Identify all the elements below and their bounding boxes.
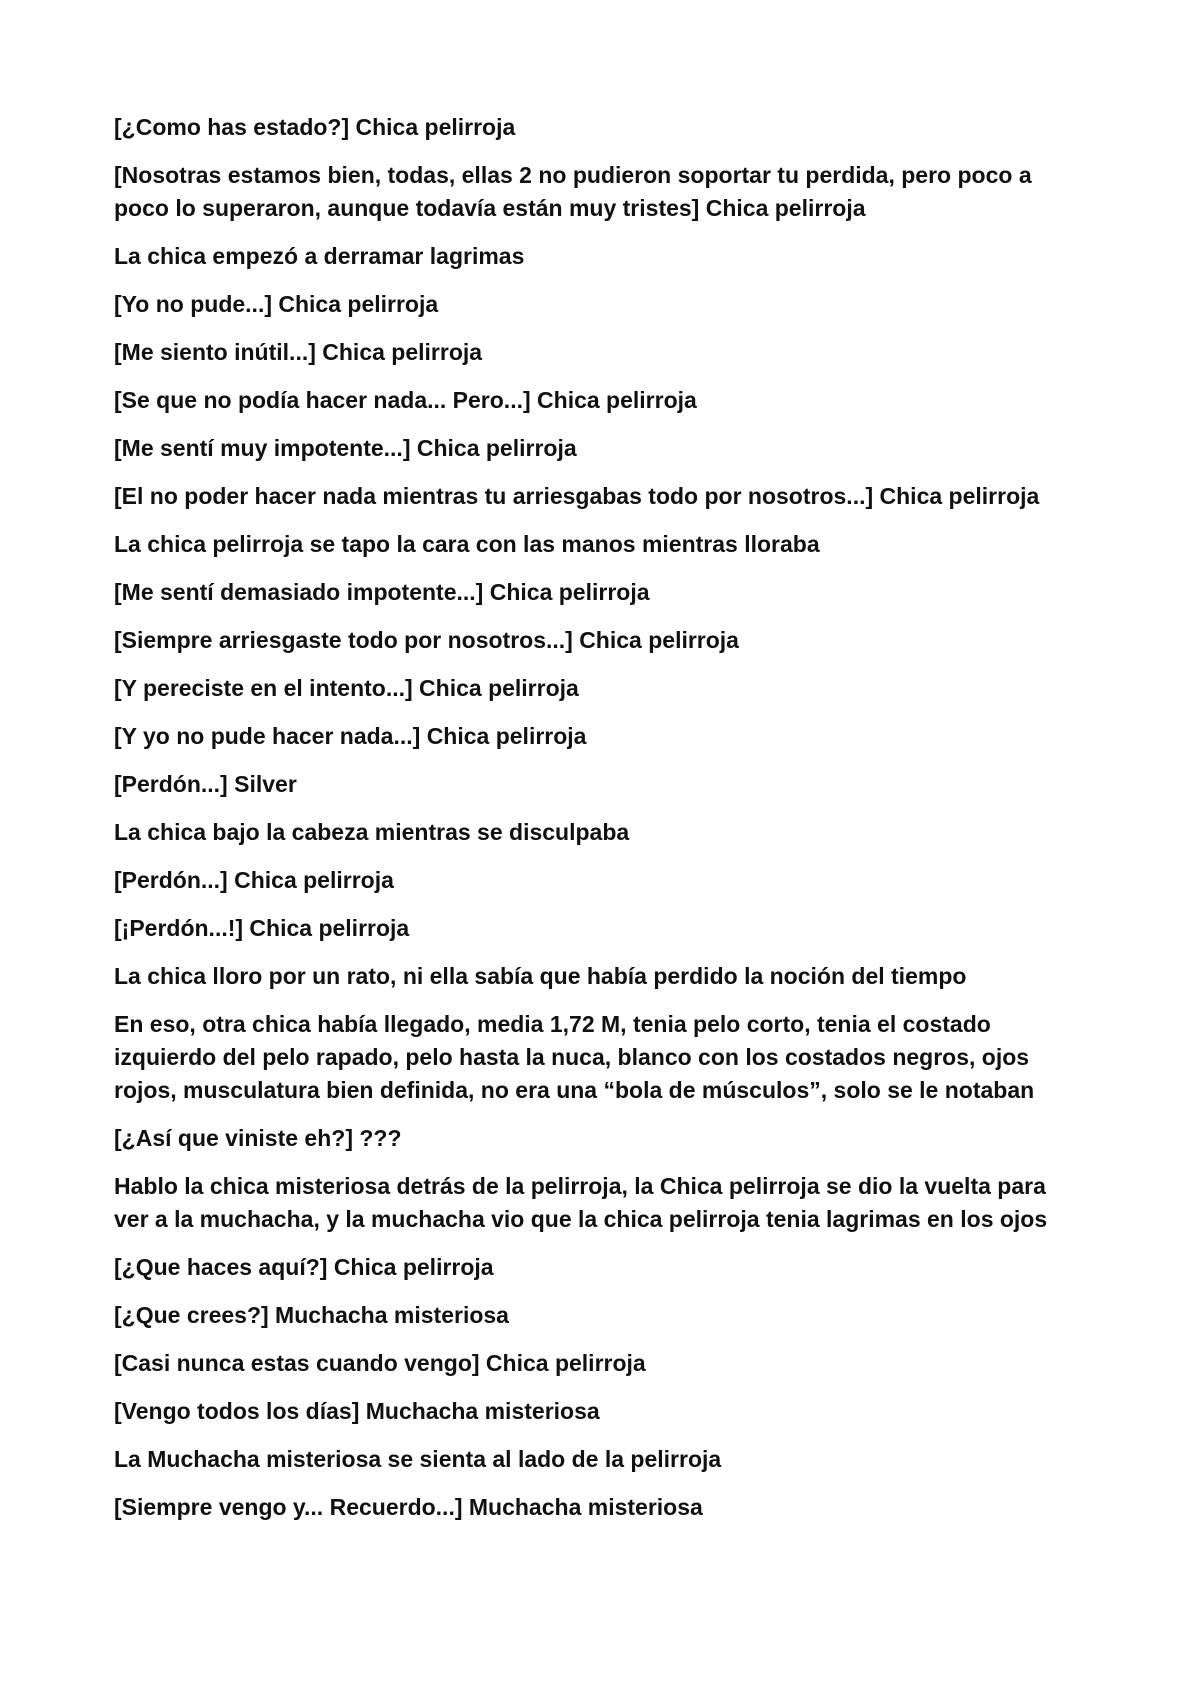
paragraph: [Nosotras estamos bien, todas, ellas 2 no pudieron soportar tu perdida, pero poco a poco lo superaron, aunque todavía están muy tristes] Chica pelirroja	[114, 162, 1032, 221]
paragraph: [Me sentí muy impotente...] Chica pelirroja	[114, 435, 577, 461]
paragraph: [¿Que haces aquí?] Chica pelirroja	[114, 1254, 494, 1280]
paragraph: [Se que no podía hacer nada... Pero...] Chica pelirroja	[114, 387, 697, 413]
paragraph: [¿Como has estado?] Chica pelirroja	[114, 114, 516, 140]
paragraph: [Y pereciste en el intento...] Chica pelirroja	[114, 675, 579, 701]
paragraph: [Me sentí demasiado impotente...] Chica pelirroja	[114, 579, 650, 605]
paragraph: [¿Así que viniste eh?] ???	[114, 1125, 402, 1151]
paragraph: [El no poder hacer nada mientras tu arriesgabas todo por nosotros...] Chica pelirroja	[114, 483, 1040, 509]
paragraph: [Casi nunca estas cuando vengo] Chica pelirroja	[114, 1350, 646, 1376]
paragraph: [Perdón...] Chica pelirroja	[114, 867, 394, 893]
paragraph: [Siempre arriesgaste todo por nosotros...] Chica pelirroja	[114, 627, 739, 653]
paragraph: [Vengo todos los días] Muchacha misteriosa	[114, 1398, 600, 1424]
paragraph: La chica lloro por un rato, ni ella sabía que había perdido la noción del tiempo	[114, 963, 967, 989]
paragraph: La chica bajo la cabeza mientras se disculpaba	[114, 819, 630, 845]
paragraph: [Perdón...] Silver	[114, 771, 297, 797]
paragraph: [¿Que crees?] Muchacha misteriosa	[114, 1302, 509, 1328]
paragraph: La chica empezó a derramar lagrimas	[114, 243, 525, 269]
paragraph: [Yo no pude...] Chica pelirroja	[114, 291, 439, 317]
paragraph: En eso, otra chica había llegado, media 1,72 M, tenia pelo corto, tenia el costado izquierdo del pelo rapado, pelo hasta la nuca, blanco con los costados negros, ojos rojos, musculatura bien definida, no era una “bola de músculos”, solo se le notaban	[114, 1011, 1035, 1103]
paragraph: Hablo la chica misteriosa detrás de la pelirroja, la Chica pelirroja se dio la vuelta para ver a la muchacha, y la muchacha vio que la chica pelirroja tenia lagrimas en los ojos	[114, 1173, 1048, 1232]
paragraph: La chica pelirroja se tapo la cara con las manos mientras lloraba	[114, 531, 820, 557]
paragraph: La Muchacha misteriosa se sienta al lado de la pelirroja	[114, 1446, 722, 1472]
paragraph: [Y yo no pude hacer nada...] Chica pelirroja	[114, 723, 587, 749]
document-body	[114, 111, 1080, 1539]
paragraph: [Siempre vengo y... Recuerdo...] Muchacha misteriosa	[114, 1494, 703, 1520]
paragraph: [¡Perdón...!] Chica pelirroja	[114, 915, 410, 941]
paragraph: [Me siento inútil...] Chica pelirroja	[114, 339, 483, 365]
